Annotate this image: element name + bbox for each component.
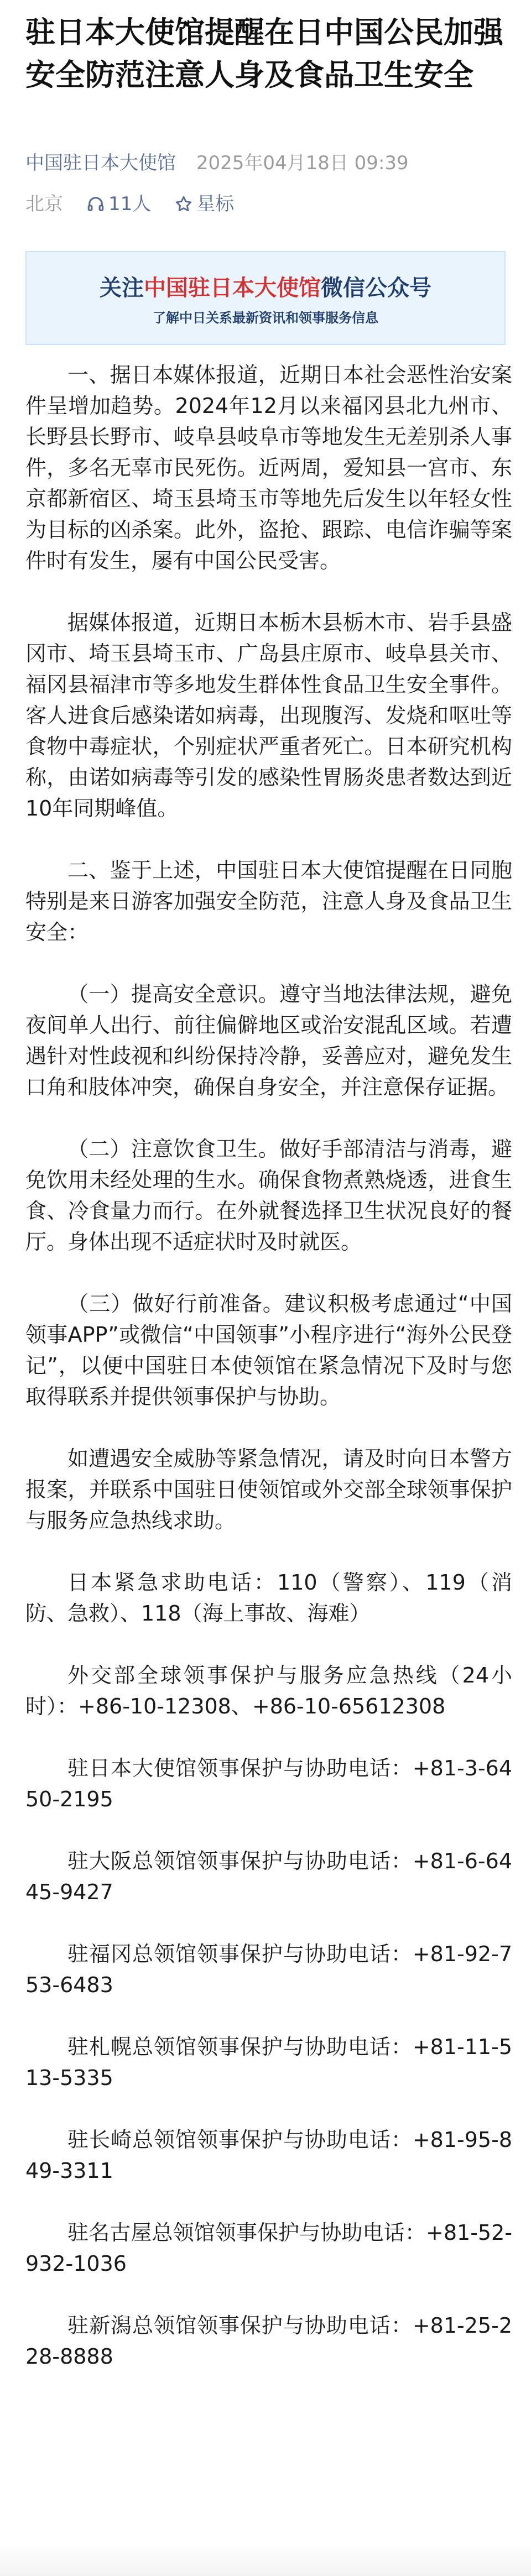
paragraph: 如遭遇安全威胁等紧急情况，请及时向日本警方报案，并联系中国驻日使领馆或外交部全球领事保护与服务应急热线求助。 [25,1446,512,1533]
article-body [25,359,512,2403]
banner-headline [27,274,504,302]
bottom-fade [0,2543,531,2576]
listener-count: 11人 [108,193,152,215]
paragraph: 二、鉴于上述，中国驻日本大使馆提醒在日同胞特别是来日游客加强安全防范，注意人身及食品卫生安全： [25,858,512,944]
banner-subline: 了解中日关系最新资讯和领事服务信息 [153,310,378,326]
paragraph: 驻札幌总领馆领事保护与协助电话：+81-11-513-5335 [25,2035,512,2090]
article-meta [25,150,512,176]
location-label: 北京 [25,193,63,215]
paragraph: （二）注意饮食卫生。做好手部清洁与消毒，避免饮用未经处理的生水。确保食物煮熟烧透，进食生食、冷食量力而行。在外就餐选择卫生状况良好的餐厅。身体出现不适症状时及时就医。 [25,1137,512,1254]
paragraph: 驻大阪总领馆领事保护与协助电话：+81-6-6445-9427 [25,1849,512,1904]
publish-date: 2025年04月18日 09:39 [196,152,409,174]
paragraph: 驻长崎总领馆领事保护与协助电话：+81-95-849-3311 [25,2128,512,2183]
follow-banner[interactable] [25,251,506,345]
paragraph: 驻名古屋总领馆领事保护与协助电话：+81-52-932-1036 [25,2220,512,2276]
article-meta-secondary [25,191,257,217]
star-label: 星标 [196,193,235,215]
banner-prefix: 关注 [100,275,144,301]
paragraph: 外交部全球领事保护与服务应急热线（24小时）：+86-10-12308、+86-10-65612308 [25,1663,512,1718]
article-title: 驻日本大使馆提醒在日中国公民加强安全防范注意人身及食品卫生安全 [25,15,503,92]
paragraph: 日本紧急求助电话：110（警察）、119（消防、急救）、118（海上事故、海难） [25,1570,512,1626]
paragraph: （一）提高安全意识。遵守当地法律法规，避免夜间单人出行、前往偏僻地区或治安混乱区域。若遭遇针对性歧视和纠纷保持冷静，妥善应对，避免发生口角和肢体冲突，确保自身安全，并注意保存证据。 [25,982,512,1099]
paragraph: 驻新潟总领馆领事保护与协助电话：+81-25-228-8888 [25,2313,512,2369]
paragraph: 驻福冈总领馆领事保护与协助电话：+81-92-753-6483 [25,1942,512,1997]
star-icon [174,195,193,213]
account-name-link[interactable]: 中国驻日本大使馆 [25,152,176,174]
paragraph: 一、据日本媒体报道，近期日本社会恶性治安案件呈增加趋势。2024年12月以来福冈县北九州市、长野县长野市、岐阜县岐阜市等地发生无差别杀人事件，多名无辜市民死伤。近两周，爱知县一宫市、东京都新宿区、埼玉县埼玉市等地先后发生以年轻女性为目标的凶杀案。此外，盗抢、跟踪、电信诈骗等案件时有发生，屡有中国公民受害。 [25,363,512,573]
banner-highlight: 中国驻日本大使馆 [144,275,321,301]
listen-button[interactable] [86,191,151,217]
headphones-icon [86,195,105,213]
paragraph: 据媒体报道，近期日本栃木县栃木市、岩手县盛冈市、埼玉县埼玉市、广岛县庄原市、岐阜县关市、福冈县福津市等多地发生群体性食品卫生安全事件。客人进食后感染诺如病毒，出现腹泻、发烧和呕吐等食物中毒症状，个别症状严重者死亡。日本研究机构称，由诺如病毒等引发的感染性胃肠炎患者数达到近10年同期峰值。 [25,610,512,821]
paragraph: （三）做好行前准备。建议积极考虑通过“中国领事APP”或微信“中国领事”小程序进行“海外公民登记”，以便中国驻日本使领馆在紧急情况下及时与您取得联系并提供领事保护与协助。 [25,1292,512,1409]
banner-suffix: 微信公众号 [321,275,431,301]
star-button[interactable] [174,191,234,217]
paragraph: 驻日本大使馆领事保护与协助电话：+81-3-6450-2195 [25,1756,512,1811]
